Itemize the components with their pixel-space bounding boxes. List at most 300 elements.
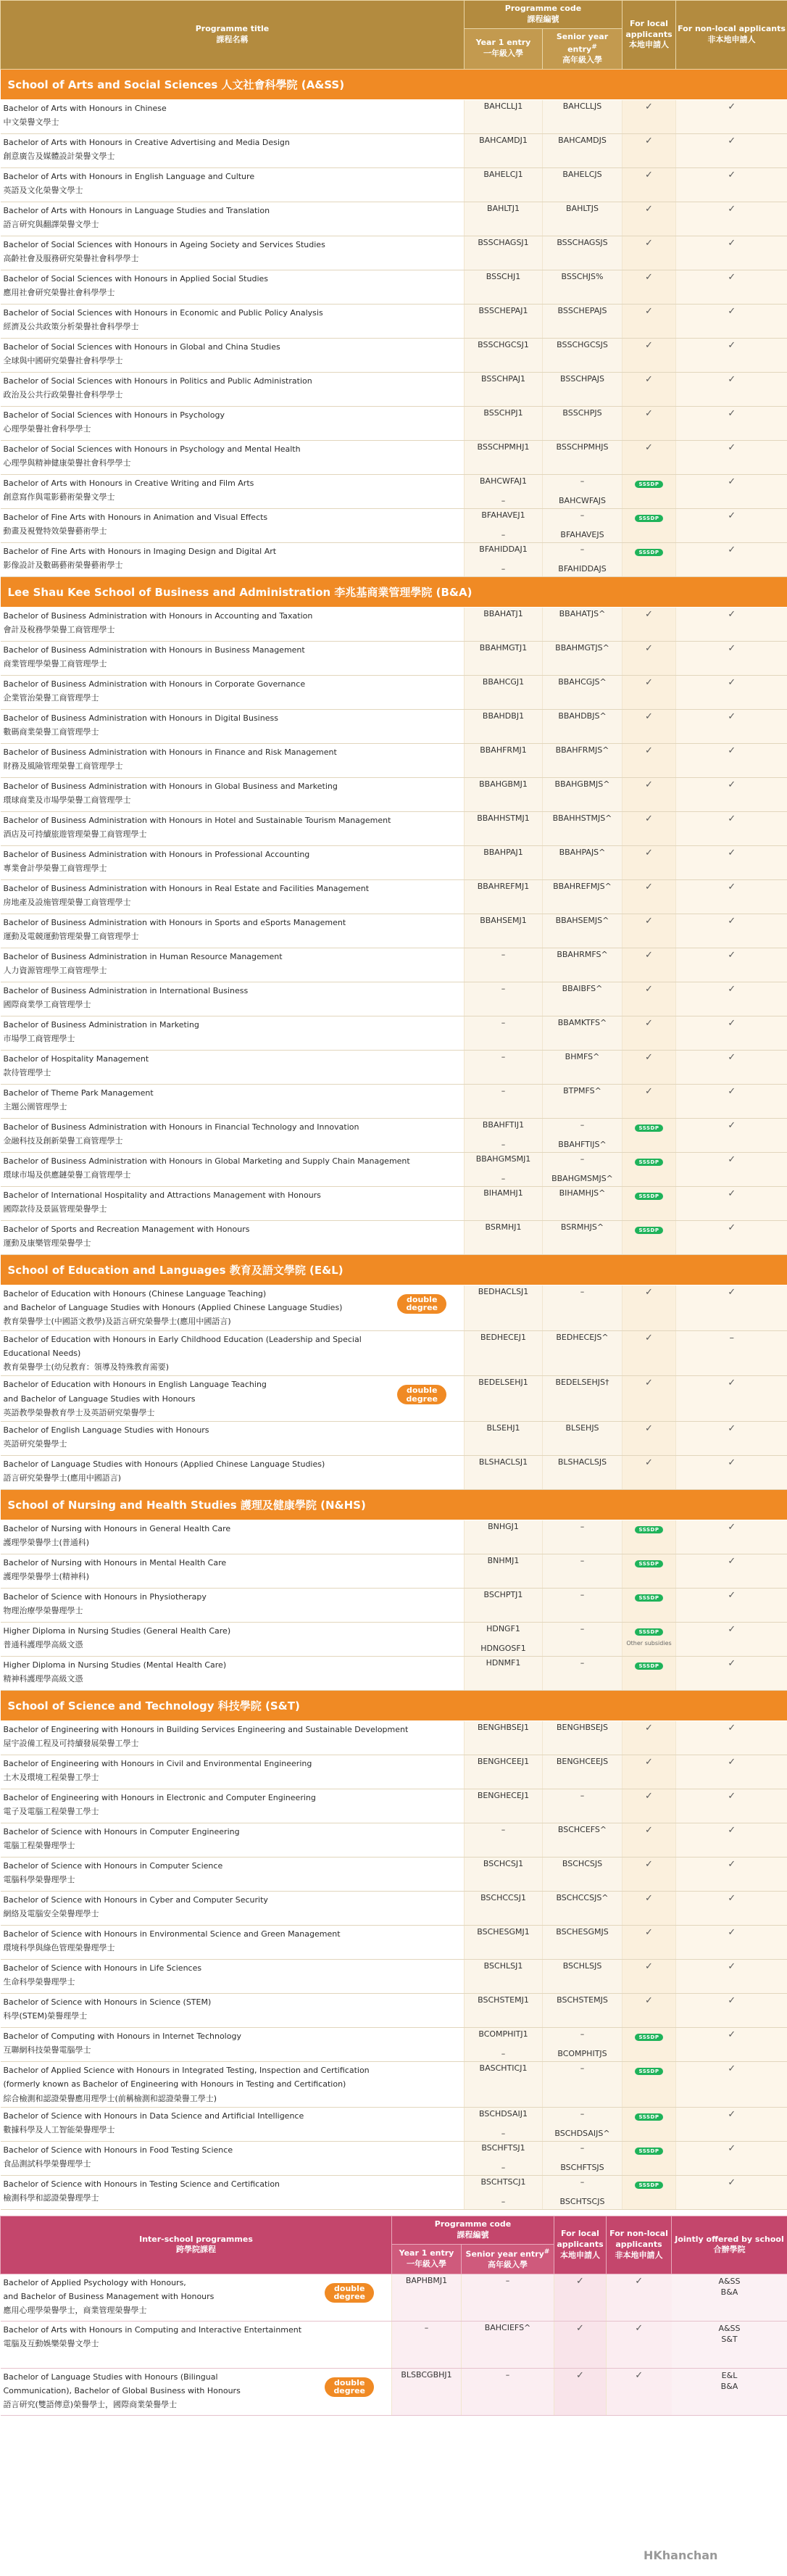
senior-year-code-cell xyxy=(543,1422,622,1456)
programme-code: BSCHPTJ1 xyxy=(483,1590,523,1600)
nonlocal-cell xyxy=(676,1755,787,1789)
programme-title-en: Bachelor of Engineering with Honours in Building Services Engineering and Sustainable Development xyxy=(3,1725,409,1735)
senior-year-code-cell xyxy=(543,372,622,406)
programme-row xyxy=(1,675,787,709)
programme-row xyxy=(1,1376,787,1422)
programme-title-cell xyxy=(1,1520,465,1554)
programme-title-cell xyxy=(1,811,465,845)
programme-row xyxy=(1,1186,787,1220)
programme-title-en: Bachelor of Social Sciences with Honours in Economic and Public Policy Analysis xyxy=(3,307,323,318)
tick-mark: ✓ xyxy=(645,101,653,112)
programme-title-cell xyxy=(1,1456,465,1490)
year1-code-cell xyxy=(465,2141,543,2175)
programme-title-en: Bachelor of Education with Honours (Chinese Language Teaching) xyxy=(3,1288,267,1299)
header-nonlocal: For non-local applicants 非本地申請人 xyxy=(676,1,787,70)
local-cell xyxy=(622,948,676,982)
school-section-title: Lee Shau Kee School of Business and Administration 李兆基商業管理學院 (B&A) xyxy=(1,576,787,607)
programme-code: – xyxy=(501,1051,506,1061)
tick-mark: ✓ xyxy=(645,1286,653,1298)
inter-header-local: For local applicants 本地申請人 xyxy=(554,2216,607,2274)
programme-code: BCOMPHITJS xyxy=(557,2049,607,2059)
programme-code: – xyxy=(580,1791,585,1801)
programme-row xyxy=(1,1994,787,2028)
tick-mark: ✓ xyxy=(728,1723,736,1734)
senior-year-code-cell xyxy=(543,202,622,236)
programme-title-en: Bachelor of Science with Honours in Science (STEM) xyxy=(3,1997,212,2008)
local-cell xyxy=(622,1330,676,1376)
local-cell xyxy=(622,743,676,777)
nonlocal-cell xyxy=(676,1152,787,1186)
year1-code-cell xyxy=(465,1016,543,1050)
school-section-title: School of Nursing and Health Studies 護理及健康學院 (N&HS) xyxy=(1,1490,787,1520)
programme-code: BLSBCGBHJ1 xyxy=(401,2369,452,2380)
programme-code: – xyxy=(501,529,506,539)
programme-title-zh: 檢測科學和認證榮譽理學士 xyxy=(3,2193,99,2203)
year1-code-cell xyxy=(465,236,543,270)
programme-title-cell xyxy=(1,1554,465,1589)
nonlocal-cell xyxy=(676,1554,787,1589)
tick-mark: ✓ xyxy=(645,271,653,283)
programme-title-cell xyxy=(1,167,465,202)
local-cell xyxy=(622,1285,676,1330)
inter-programme-row xyxy=(1,2368,787,2415)
programme-code: BBAHMGTJS^ xyxy=(555,642,609,653)
programme-title-cell xyxy=(1,1376,465,1422)
programme-title-zh: 數據科學及人工智能榮譽理學士 xyxy=(3,2125,115,2135)
programme-title-cell xyxy=(1,641,465,675)
tick-mark: ✓ xyxy=(645,1457,653,1469)
programme-table-body xyxy=(1,69,787,2209)
inter-header-code: Programme code 課程編號 xyxy=(392,2216,554,2244)
tick-mark: ✓ xyxy=(645,915,653,927)
year1-code-cell xyxy=(465,202,543,236)
programme-code: – xyxy=(580,1522,585,1532)
programme-title-en: Bachelor of Arts with Honours in Creative Advertising and Media Design xyxy=(3,137,290,147)
programme-row xyxy=(1,99,787,133)
tick-mark: ✓ xyxy=(728,476,736,487)
tick-mark: ✓ xyxy=(728,779,736,790)
programme-title-zh: 心理學與精神健康榮譽社會科學學士 xyxy=(3,458,131,468)
year1-code-cell xyxy=(465,1858,543,1892)
senior-year-code-cell xyxy=(543,1376,622,1422)
programme-code: BSCHCEFS^ xyxy=(557,1825,607,1835)
programme-code: – xyxy=(505,2275,510,2285)
inter-senior-year-code-cell xyxy=(462,2321,554,2368)
programme-code: BAHCWFAJS xyxy=(559,495,606,505)
year1-code-cell xyxy=(465,2175,543,2209)
programme-code: BSSCHGCSJ1 xyxy=(478,339,529,349)
school-section-title: School of Science and Technology 科技學院 (S&T) xyxy=(1,1691,787,1721)
tick-mark: ✓ xyxy=(728,101,736,112)
programme-row xyxy=(1,982,787,1016)
senior-year-code-cell xyxy=(543,236,622,270)
programme-row xyxy=(1,1554,787,1589)
senior-year-code-cell xyxy=(543,406,622,440)
programme-title-cell xyxy=(1,1422,465,1456)
programme-title-en: Bachelor of Science with Honours in Data Science and Artificial Intelligence xyxy=(3,2111,304,2121)
tick-mark: ✓ xyxy=(645,203,653,215)
programme-title-cell xyxy=(1,1960,465,1994)
programme-title-en: Bachelor of Science with Honours in Physiotherapy xyxy=(3,1592,207,1602)
programme-row xyxy=(1,167,787,202)
programme-title-en: Bachelor of Business Administration with Honours in Hotel and Sustainable Tourism Management xyxy=(3,815,391,825)
programme-title-zh: 酒店及可持續旅遊管理榮譽工商管理學士 xyxy=(3,829,147,840)
programme-title-cell xyxy=(1,1016,465,1050)
programme-title-en: Bachelor of Sports and Recreation Management with Honours xyxy=(3,1224,250,1234)
nonlocal-cell xyxy=(676,1186,787,1220)
local-cell xyxy=(622,1657,676,1691)
programme-title-cell xyxy=(1,542,465,576)
programme-title-zh: 語言研究(雙語傳意)榮譽學士，國際商業榮譽學士 xyxy=(3,2400,178,2410)
programme-code: – xyxy=(580,2177,585,2187)
programme-title-cell xyxy=(1,1926,465,1960)
programme-code: BAHCLLJ1 xyxy=(483,101,523,111)
programme-title-cell xyxy=(1,2107,465,2141)
programme-code: – xyxy=(580,1286,585,1296)
programme-code: BBAHGMSMJS^ xyxy=(551,1173,613,1183)
year1-code-cell xyxy=(465,675,543,709)
local-cell xyxy=(622,2028,676,2062)
programme-code: BAHCIEFS^ xyxy=(484,2322,531,2332)
programme-title-cell xyxy=(1,99,465,133)
nonlocal-cell xyxy=(676,1589,787,1623)
programme-title-en: Bachelor of Science with Honours in Computer Science xyxy=(3,1861,223,1871)
programme-code: BSCHLSJS xyxy=(562,1961,602,1971)
programme-title-en: Bachelor of Business Administration in Human Resource Management xyxy=(3,951,283,961)
programme-row xyxy=(1,2028,787,2062)
programme-code: BBAHFRMJ1 xyxy=(480,745,527,755)
year1-code-cell xyxy=(465,1589,543,1623)
programme-title-cell xyxy=(1,1589,465,1623)
programme-code: BEDHECEJ1 xyxy=(480,1332,527,1342)
senior-year-code-cell xyxy=(543,914,622,948)
tick-mark: ✓ xyxy=(645,813,653,824)
programme-code: BSCHTSCJS xyxy=(559,2196,605,2206)
inter-year1-code-cell xyxy=(392,2321,462,2368)
joint-school-cell xyxy=(672,2368,787,2415)
programme-code: BBAHGBMJS^ xyxy=(554,779,610,789)
programme-code: – xyxy=(501,2128,506,2138)
programme-title-cell xyxy=(1,1152,465,1186)
joint-school: E&L xyxy=(721,2370,738,2380)
year1-code-cell xyxy=(465,1554,543,1589)
inter-programme-row xyxy=(1,2321,787,2368)
programme-title-zh: 影像設計及數碼藝術榮譽藝術學士 xyxy=(3,560,123,571)
local-cell xyxy=(622,1623,676,1657)
programme-title-en: Bachelor of Computing with Honours in Internet Technology xyxy=(3,2032,241,2042)
nonlocal-cell xyxy=(676,1118,787,1152)
tick-mark: ✓ xyxy=(576,2369,584,2381)
tick-mark: ✓ xyxy=(728,237,736,249)
programme-row xyxy=(1,743,787,777)
nonlocal-cell xyxy=(676,440,787,474)
school-section-header xyxy=(1,69,787,99)
local-cell xyxy=(622,1554,676,1589)
programme-code: – xyxy=(580,544,585,554)
year1-code-cell xyxy=(465,1422,543,1456)
programme-code: BBAHGMSMJ1 xyxy=(475,1154,531,1164)
programme-title-zh: 物理治療學榮譽理學士 xyxy=(3,1606,83,1616)
tick-mark: ✓ xyxy=(728,1522,736,1533)
programme-code: – xyxy=(501,949,506,959)
senior-year-code-cell xyxy=(543,2028,622,2062)
year1-code-cell xyxy=(465,1823,543,1858)
programme-title-en: Bachelor of Science with Honours in Environmental Science and Green Management xyxy=(3,1929,341,1939)
tick-mark: ✓ xyxy=(645,711,653,722)
programme-code: – xyxy=(501,983,506,993)
programme-code: BBAHSEMJ1 xyxy=(480,915,527,925)
local-cell xyxy=(622,542,676,576)
senior-year-code-cell xyxy=(543,338,622,372)
tick-mark: ✓ xyxy=(728,1658,736,1670)
joint-school-cell xyxy=(672,2321,787,2368)
programme-title-cell xyxy=(1,709,465,743)
programme-code: BSCHESGMJ1 xyxy=(477,1927,530,1937)
programme-title-en: and Bachelor of Business Management with Honours xyxy=(3,2292,215,2302)
tick-mark: – xyxy=(729,1332,734,1343)
year1-code-cell xyxy=(465,1926,543,1960)
programme-row xyxy=(1,1285,787,1330)
tick-mark: ✓ xyxy=(728,407,736,419)
inter-header-senior-year: Senior year entry# 高年級入學 xyxy=(462,2244,554,2274)
senior-year-code-cell xyxy=(543,1050,622,1084)
programme-code: BBAHPAJS^ xyxy=(559,847,606,857)
senior-year-code-cell xyxy=(543,1892,622,1926)
tick-mark: ✓ xyxy=(645,305,653,317)
nonlocal-cell xyxy=(676,811,787,845)
programme-code: BBAHSEMJS^ xyxy=(555,915,609,925)
nonlocal-cell xyxy=(676,777,787,811)
joint-school: B&A xyxy=(720,2287,738,2298)
local-cell xyxy=(622,879,676,914)
programme-row xyxy=(1,845,787,879)
programme-row xyxy=(1,811,787,845)
programme-row xyxy=(1,542,787,576)
programme-code: BBAHMGTJ1 xyxy=(479,642,528,653)
programme-row xyxy=(1,2141,787,2175)
programme-row xyxy=(1,372,787,406)
nonlocal-cell xyxy=(676,542,787,576)
year1-code-cell xyxy=(465,338,543,372)
nonlocal-cell xyxy=(676,1789,787,1823)
nonlocal-cell xyxy=(676,133,787,167)
senior-year-code-cell xyxy=(543,1084,622,1118)
local-cell xyxy=(622,508,676,542)
senior-year-code-cell xyxy=(543,641,622,675)
joint-school: B&A xyxy=(720,2382,738,2392)
inter-header-year1: Year 1 entry 一年級入學 xyxy=(392,2244,462,2274)
programme-row xyxy=(1,270,787,304)
programme-code: – xyxy=(424,2322,429,2332)
local-cell xyxy=(622,1789,676,1823)
school-section-header xyxy=(1,576,787,607)
senior-year-code-cell xyxy=(543,1589,622,1623)
programme-code: – xyxy=(580,2063,585,2074)
local-cell xyxy=(622,440,676,474)
nonlocal-cell xyxy=(676,99,787,133)
tick-mark: ✓ xyxy=(728,1119,736,1131)
programme-code: BSCHSTEMJ1 xyxy=(478,1995,529,2005)
programme-title-en: Bachelor of Hospitality Management xyxy=(3,1053,149,1064)
nonlocal-cell xyxy=(676,1422,787,1456)
local-cell xyxy=(622,406,676,440)
programme-code: BSCHESGMJS xyxy=(556,1927,609,1937)
programme-title-cell xyxy=(1,1994,465,2028)
programme-title-cell xyxy=(1,914,465,948)
programme-code: BCOMPHITJ1 xyxy=(478,2029,528,2039)
senior-year-code-cell xyxy=(543,2107,622,2141)
programme-title-zh: 電子及電腦工程榮譽工學士 xyxy=(3,1807,99,1817)
senior-year-code-cell xyxy=(543,777,622,811)
senior-year-code-cell xyxy=(543,1520,622,1554)
section-spacer xyxy=(0,2210,787,2216)
tick-mark: ✓ xyxy=(728,2177,736,2188)
programme-code: BAPHBMJ1 xyxy=(405,2275,448,2285)
local-cell xyxy=(622,1994,676,2028)
nonlocal-cell xyxy=(676,2028,787,2062)
programme-title-cell xyxy=(1,1823,465,1858)
senior-year-code-cell xyxy=(543,811,622,845)
programme-code: BAHELCJ1 xyxy=(483,169,523,179)
year1-code-cell xyxy=(465,1994,543,2028)
programme-title-en: Bachelor of Engineering with Honours in Civil and Environmental Engineering xyxy=(3,1759,312,1769)
programme-row xyxy=(1,777,787,811)
school-section-header xyxy=(1,1691,787,1721)
year1-code-cell xyxy=(465,879,543,914)
double-degree-label: double xyxy=(334,2283,365,2293)
programme-title-zh: 護理學榮譽學士(精神科) xyxy=(3,1572,90,1582)
programme-title-cell xyxy=(1,1330,465,1376)
programme-title-zh: 經濟及公共政策分析榮譽社會科學學士 xyxy=(3,322,139,332)
programme-code: – xyxy=(501,1017,506,1027)
programme-title-en: Bachelor of Business Administration with Honours in Global Business and Marketing xyxy=(3,781,338,791)
tick-mark: ✓ xyxy=(645,1995,653,2007)
programme-title-zh: 土木及環境工程榮譽工學士 xyxy=(3,1773,99,1783)
programme-title-cell xyxy=(1,743,465,777)
programme-title-zh: 人力資源管理學工商管理學士 xyxy=(3,966,107,976)
programme-title-cell xyxy=(1,2175,465,2209)
programme-code: BENGHCEEJS xyxy=(556,1757,609,1767)
sssdp-badge: SSSDP xyxy=(635,1125,664,1132)
programme-code: BSCHTSCJ1 xyxy=(480,2177,526,2187)
local-cell xyxy=(622,1721,676,1755)
programme-title-zh: 網絡及電腦安全榮譽理學士 xyxy=(3,1909,99,1919)
local-cell xyxy=(622,1456,676,1490)
inter-year1-code-cell xyxy=(392,2368,462,2415)
local-cell xyxy=(622,2107,676,2141)
nonlocal-cell xyxy=(676,270,787,304)
programme-title-zh: 動畫及視覺特效榮譽藝術學士 xyxy=(3,526,107,537)
programme-code: BBAHDBJS^ xyxy=(558,711,607,721)
programme-title-en: Bachelor of Science with Honours in Life Sciences xyxy=(3,1963,202,1974)
programme-title-zh: 教育榮譽學士(中國語文教學)及語言研究榮譽學士(應用中國語言) xyxy=(3,1317,231,1327)
programme-title-cell xyxy=(1,133,465,167)
sssdp-badge: SSSDP xyxy=(635,1227,664,1234)
year1-code-cell xyxy=(465,1220,543,1254)
local-cell xyxy=(622,1376,676,1422)
school-section-header xyxy=(1,1254,787,1285)
programme-code: BAHELCJS xyxy=(562,169,602,179)
senior-year-code-cell xyxy=(543,948,622,982)
programme-code: BBAHREFMJ1 xyxy=(477,881,530,891)
programme-title-en: Higher Diploma in Nursing Studies (General Health Care) xyxy=(3,1626,231,1636)
local-cell xyxy=(622,982,676,1016)
nonlocal-cell xyxy=(676,167,787,202)
programme-title-zh: 國際款待及景區管理榮譽學士 xyxy=(3,1204,107,1214)
double-degree-label: degree xyxy=(406,1393,438,1404)
programme-title-cell xyxy=(1,1657,465,1691)
programme-code: – xyxy=(501,495,506,505)
tick-mark: ✓ xyxy=(728,2029,736,2041)
sssdp-badge: SSSDP xyxy=(635,1526,664,1533)
programme-title-zh: 科學(STEM)榮譽理學士 xyxy=(3,2011,88,2021)
senior-year-code-cell xyxy=(543,542,622,576)
programme-code: – xyxy=(501,2049,506,2059)
tick-mark: ✓ xyxy=(645,373,653,385)
programme-title-zh: 英語及文化榮譽文學士 xyxy=(3,186,83,196)
year1-code-cell xyxy=(465,1330,543,1376)
programme-code: – xyxy=(501,1139,506,1149)
programme-title-zh: 高齡社會及服務研究榮譽社會科學學士 xyxy=(3,254,139,264)
local-cell xyxy=(622,1823,676,1858)
programme-code: BFAHAVEJ1 xyxy=(481,510,525,520)
programme-code: BIHAMHJS^ xyxy=(559,1188,606,1198)
tick-mark: ✓ xyxy=(728,847,736,858)
programme-title-zh: 電腦及互動娛樂榮譽文學士 xyxy=(3,2339,99,2349)
header-programme-code: Programme code 課程編號 xyxy=(465,1,622,29)
tick-mark: ✓ xyxy=(728,510,736,521)
programme-code: BNHMJ1 xyxy=(487,1556,520,1566)
subsidy-note: Other subsidies xyxy=(626,1640,672,1647)
senior-year-code-cell xyxy=(543,167,622,202)
sssdp-badge: SSSDP xyxy=(635,1662,664,1670)
programme-title-cell xyxy=(1,948,465,982)
local-cell xyxy=(622,1118,676,1152)
programme-title-cell xyxy=(1,202,465,236)
tick-mark: ✓ xyxy=(728,135,736,146)
nonlocal-cell xyxy=(676,914,787,948)
sssdp-badge: SSSDP xyxy=(635,1159,664,1166)
watermark-text: HKhanchan xyxy=(644,2548,718,2562)
year1-code-cell xyxy=(465,1755,543,1789)
tick-mark: ✓ xyxy=(645,237,653,249)
inter-local-cell xyxy=(554,2368,607,2415)
year1-code-cell xyxy=(465,982,543,1016)
nonlocal-cell xyxy=(676,879,787,914)
year1-code-cell xyxy=(465,1376,543,1422)
programme-code: – xyxy=(501,1085,506,1096)
tick-mark: ✓ xyxy=(728,881,736,893)
senior-year-code-cell xyxy=(543,1994,622,2028)
local-cell xyxy=(622,270,676,304)
tick-mark: ✓ xyxy=(645,1332,653,1343)
programme-code: BBAHFTIJS^ xyxy=(558,1139,607,1149)
sssdp-badge: SSSDP xyxy=(635,515,664,522)
nonlocal-cell xyxy=(676,641,787,675)
year1-code-cell xyxy=(465,2028,543,2062)
programme-code: BSCHDSAIJ1 xyxy=(479,2108,528,2119)
programme-title-cell xyxy=(1,338,465,372)
tick-mark: ✓ xyxy=(645,135,653,146)
inter-year1-code-cell xyxy=(392,2274,462,2321)
tick-mark: ✓ xyxy=(728,305,736,317)
sssdp-badge: SSSDP xyxy=(635,2113,664,2121)
tick-mark: ✓ xyxy=(728,1825,736,1836)
nonlocal-cell xyxy=(676,1858,787,1892)
inter-local-cell xyxy=(554,2321,607,2368)
year1-code-cell xyxy=(465,1789,543,1823)
tick-mark: ✓ xyxy=(645,339,653,351)
